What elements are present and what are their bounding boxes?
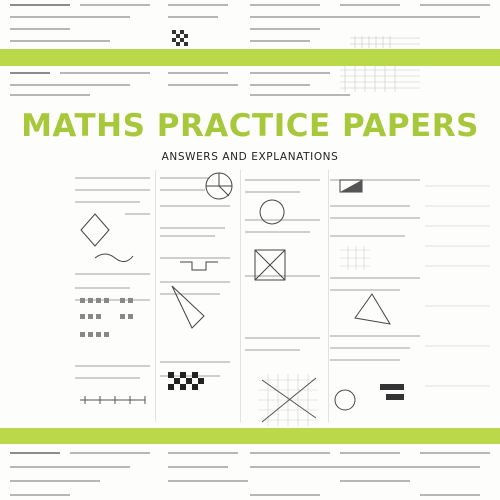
worksheet-strip-bottom xyxy=(0,444,500,500)
worksheet-preview xyxy=(0,166,500,428)
worksheet-strip-top xyxy=(0,0,500,49)
cover-subtitle: ANSWERS AND EXPLANATIONS xyxy=(161,151,339,163)
worksheet-strip-upper xyxy=(0,66,500,99)
accent-band-bottom xyxy=(0,428,500,444)
accent-band-top xyxy=(0,49,500,66)
cover-title: MATHS PRACTICE PAPERS xyxy=(21,108,479,144)
